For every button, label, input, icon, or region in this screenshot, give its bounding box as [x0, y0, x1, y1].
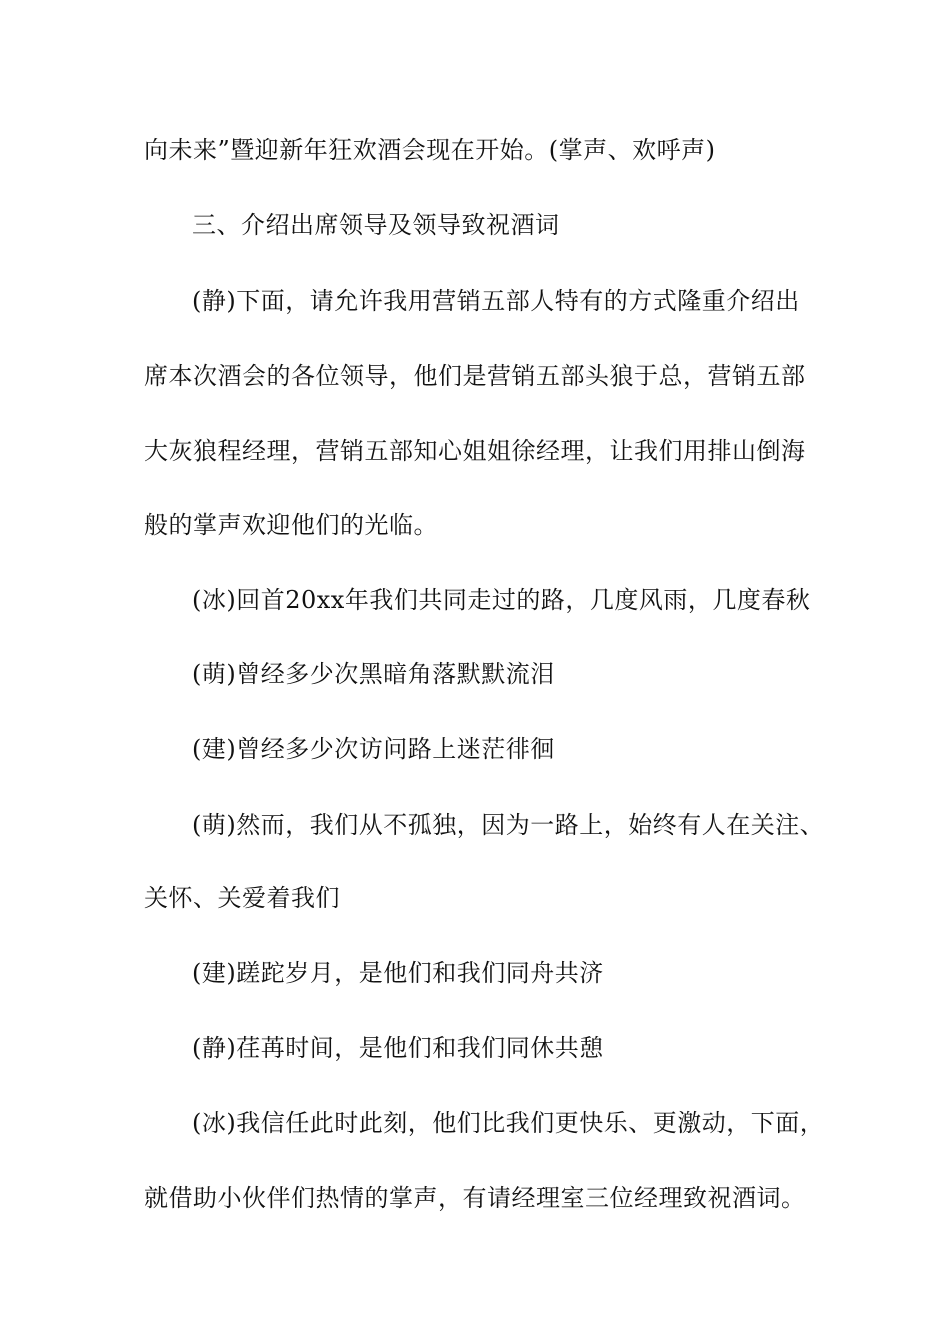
- text-line-4: 席本次酒会的各位领导，他们是营销五部头狼于总，营销五部: [144, 362, 806, 390]
- text-line-7: (冰)回首20xx年我们共同走过的路，几度风雨，几度春秋: [192, 586, 811, 614]
- text-line-8: (萌)曾经多少次黑暗角落默默流泪: [192, 660, 555, 688]
- text-line-9: (建)曾经多少次访问路上迷茫徘徊: [192, 735, 555, 763]
- text-line-11: 关怀、关爱着我们: [144, 884, 340, 912]
- text-line-5: 大灰狼程经理，营销五部知心姐姐徐经理，让我们用排山倒海: [144, 437, 806, 465]
- text-line-1: 向未来”暨迎新年狂欢酒会现在开始。(掌声、欢呼声): [144, 136, 716, 164]
- text-line-10: (萌)然而，我们从不孤独，因为一路上，始终有人在关注、: [192, 811, 825, 839]
- text-line-12: (建)蹉跎岁月，是他们和我们同舟共济: [192, 959, 604, 987]
- text-line-3: (静)下面，请允许我用营销五部人特有的方式隆重介绍出: [192, 287, 800, 315]
- text-line-13: (静)荏苒时间，是他们和我们同休共憩: [192, 1034, 604, 1062]
- text-line-14: (冰)我信任此时此刻，他们比我们更快乐、更激动，下面，: [192, 1109, 825, 1137]
- text-line-15: 就借助小伙伴们热情的掌声，有请经理室三位经理致祝酒词。: [144, 1184, 806, 1212]
- text-line-6: 般的掌声欢迎他们的光临。: [144, 511, 438, 539]
- section-heading: 三、介绍出席领导及领导致祝酒词: [192, 211, 560, 239]
